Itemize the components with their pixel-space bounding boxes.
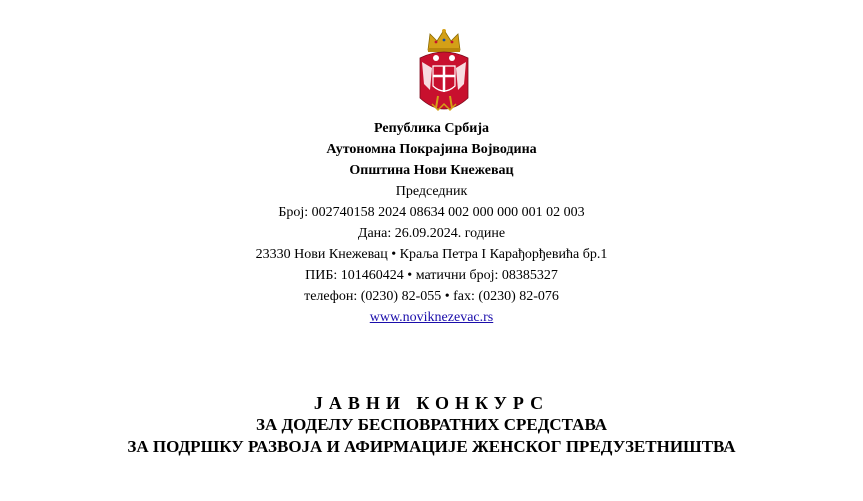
serbia-coat-of-arms-icon <box>418 28 470 116</box>
tax-ids: ПИБ: 101460424 • матични број: 08385327 <box>305 268 558 283</box>
document-date: Дана: 26.09.2024. године <box>357 226 506 241</box>
letterhead <box>0 118 863 328</box>
document-number: Број: 002740158 2024 08634 002 000 000 001 02 003 <box>278 205 585 220</box>
title-line-3: ЗА ПОДРШКУ РАЗВОЈА И АФИРМАЦИЈЕ ЖЕНСКОГ ПРЕДУЗЕТНИШТВА <box>127 437 736 456</box>
website-link[interactable]: www.noviknezevac.rs <box>369 310 494 325</box>
address: 23330 Нови Кнежевац • Краља Петра I Карађорђевића бр.1 <box>255 247 608 262</box>
municipality-name: Општина Нови Кнежевац <box>349 163 514 178</box>
title-line-1: ЈАВНИ КОНКУРС <box>313 393 550 413</box>
contact-phone: телефон: (0230) 82-055 • fax: (0230) 82-076 <box>304 289 559 304</box>
document-title <box>0 392 863 458</box>
country-name: Република Србија <box>373 121 489 136</box>
title-line-2: ЗА ДОДЕЛУ БЕСПОВРАТНИХ СРЕДСТАВА <box>255 415 607 434</box>
province-name: Аутономна Покрајина Војводина <box>326 142 537 157</box>
office-name: Председник <box>395 184 468 199</box>
